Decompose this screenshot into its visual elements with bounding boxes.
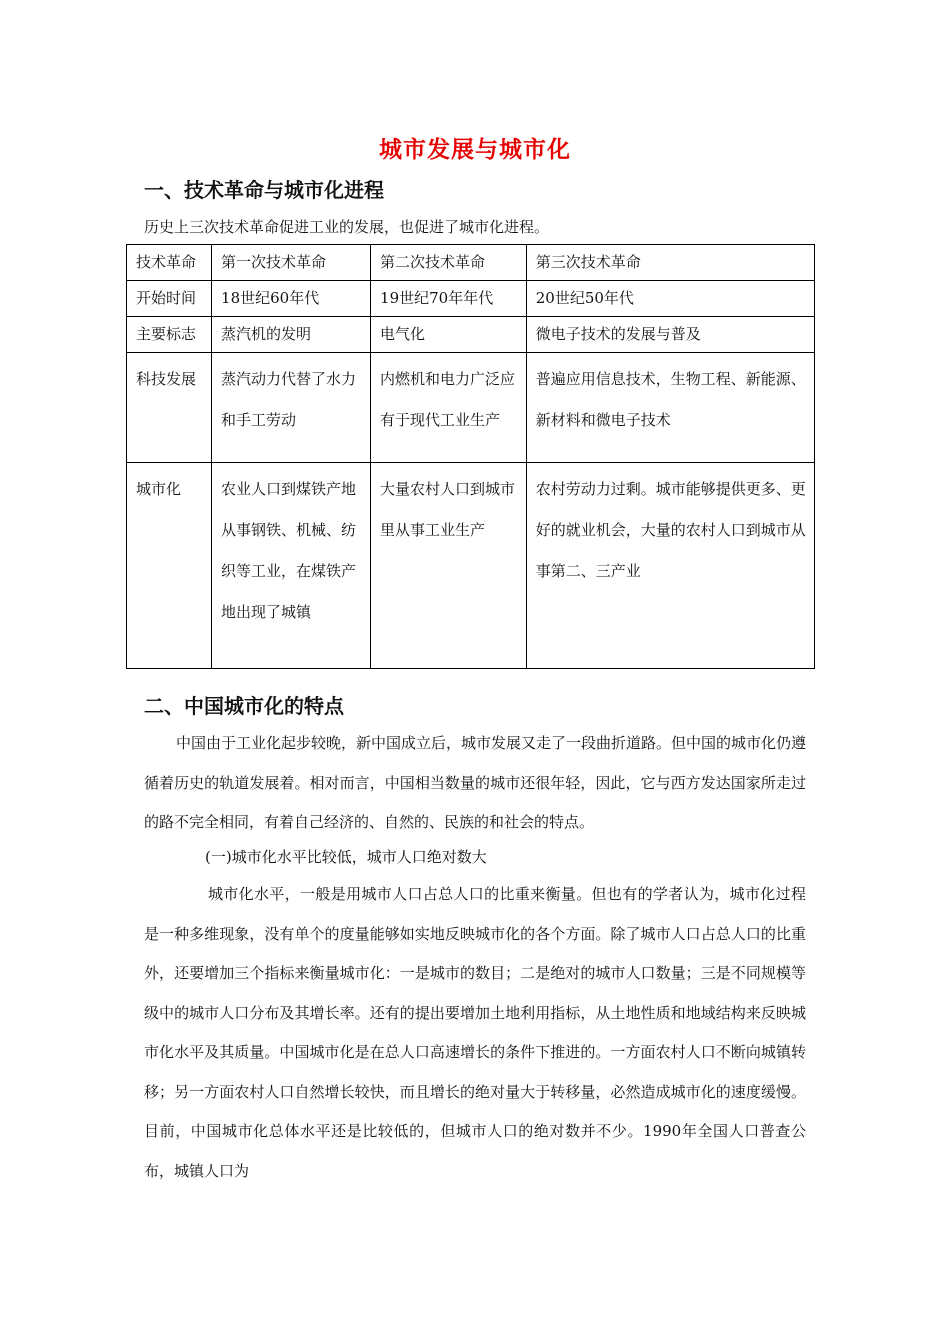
table-row <box>127 317 815 353</box>
table-cell: 内燃机和电力广泛应有于现代工业生产 <box>371 353 527 463</box>
table-cell: 科技发展 <box>127 353 212 463</box>
table-row <box>127 463 815 669</box>
table-header-row <box>127 245 815 281</box>
subheading-1: (一)城市化水平比较低，城市人口绝对数大 <box>205 848 487 866</box>
table-cell: 18世纪60年代 <box>212 281 371 317</box>
table-cell: 20世纪50年代 <box>526 281 814 317</box>
paragraph-1: 中国由于工业化起步较晚，新中国成立后，城市发展又走了一段曲折道路。但中国的城市化仍遵循着历史的轨道发展着。相对而言，中国相当数量的城市还很年轻，因此，它与西方发达国家所走过的路不完全相同，有着自己经济的、自然的、民族的和社会的特点。 <box>144 734 807 831</box>
table-header-cell: 技术革命 <box>127 245 212 281</box>
table-row <box>127 281 815 317</box>
table-cell: 电气化 <box>371 317 527 353</box>
table-cell: 蒸汽动力代替了水力和手工劳动 <box>212 353 371 463</box>
table-row <box>127 353 815 463</box>
table-header-cell: 第二次技术革命 <box>371 245 527 281</box>
table-cell: 微电子技术的发展与普及 <box>526 317 814 353</box>
table-cell: 19世纪70年年代 <box>371 281 527 317</box>
table-header-cell: 第三次技术革命 <box>526 245 814 281</box>
table-cell: 大量农村人口到城市里从事工业生产 <box>371 463 527 669</box>
table-cell: 普遍应用信息技术，生物工程、新能源、新材料和微电子技术 <box>526 353 814 463</box>
section-1-intro: 历史上三次技术革命促进工业的发展，也促进了城市化进程。 <box>144 218 550 236</box>
document-title: 城市发展与城市化 <box>379 137 571 163</box>
section-heading-2: 二、中国城市化的特点 <box>144 694 344 718</box>
table-cell: 城市化 <box>127 463 212 669</box>
table-header-cell: 第一次技术革命 <box>212 245 371 281</box>
paragraph-2: 城市化水平，一般是用城市人口占总人口的比重来衡量。但也有的学者认为，城市化过程是一种多维现象，没有单个的度量能够如实地反映城市化的各个方面。除了城市人口占总人口的比重外，还要增加三个指标来衡量城市化：一是城市的数目；二是绝对的城市人口数量；三是不同规模等级中的城市人口分布及其增长率。还有的提出要增加土地利用指标，从土地性质和地域结构来反映城市化水平及其质量。中国城市化是在总人口高速增长的条件下推进的。一方面农村人口不断向城镇转移；另一方面农村人口自然增长较快，而且增长的绝对量大于转移量，必然造成城市化的速度缓慢。目前，中国城市化总体水平还是比较低的，但城市人口的绝对数并不少。1990年全国人口普查公布，城镇人口为 <box>144 885 806 1180</box>
table-cell: 农业人口到煤铁产地从事钢铁、机械、纺织等工业，在煤铁产地出现了城镇 <box>212 463 371 669</box>
table-cell: 蒸汽机的发明 <box>212 317 371 353</box>
table-cell: 农村劳动力过剩。城市能够提供更多、更好的就业机会，大量的农村人口到城市从事第二、三产业 <box>526 463 814 669</box>
section-heading-1: 一、技术革命与城市化进程 <box>144 178 384 202</box>
table-cell: 开始时间 <box>127 281 212 317</box>
table-cell: 主要标志 <box>127 317 212 353</box>
technology-revolution-table <box>126 244 815 669</box>
